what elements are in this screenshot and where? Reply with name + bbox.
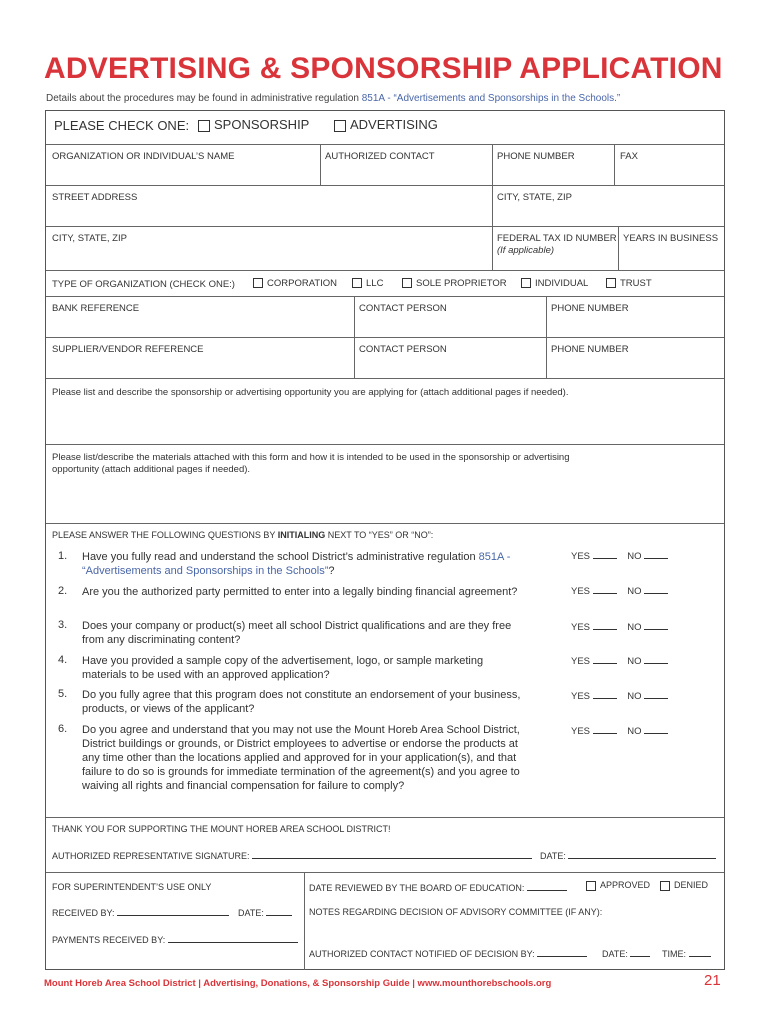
question-text: Are you the authorized party permitted to enter into a legally binding financial agreement? xyxy=(82,586,518,598)
llc-checkbox[interactable] xyxy=(352,278,362,288)
contact-notified-line[interactable] xyxy=(537,948,587,957)
received-date-line[interactable] xyxy=(266,907,292,916)
divider xyxy=(46,523,724,524)
divider xyxy=(304,872,305,970)
city-state-zip-label: CITY, STATE, ZIP xyxy=(497,192,572,203)
notified-time-row xyxy=(662,948,711,959)
question-5 xyxy=(58,688,527,716)
yes-label: YES xyxy=(571,691,591,702)
question-1-text: Have you fully read and understand the school District’s administrative regulation xyxy=(82,551,479,563)
contact-notified-label: AUTHORIZED CONTACT NOTIFIED OF DECISION BY: xyxy=(309,949,535,959)
question-2 xyxy=(58,585,527,599)
no-label: NO xyxy=(627,656,642,667)
phone-number-label: PHONE NUMBER xyxy=(551,303,629,314)
individual-label: INDIVIDUAL xyxy=(535,278,589,289)
no-label: NO xyxy=(627,726,642,737)
divider xyxy=(46,144,724,145)
yes-no-2[interactable] xyxy=(571,585,668,597)
date-reviewed-label: DATE REVIEWED BY THE BOARD OF EDUCATION: xyxy=(309,883,525,893)
divider xyxy=(46,296,724,297)
question-text: Does your company or product(s) meet all school District qualifications and are they free from any discriminating content? xyxy=(82,620,512,646)
question-6 xyxy=(58,723,527,793)
advertising-checkbox[interactable] xyxy=(334,120,346,132)
yes-initial-line[interactable] xyxy=(593,725,617,734)
yes-no-1[interactable] xyxy=(571,550,668,562)
divider xyxy=(46,817,724,818)
approved-checkbox[interactable] xyxy=(586,881,596,891)
denied-option[interactable] xyxy=(660,880,708,891)
divider xyxy=(46,185,724,186)
org-name-label: ORGANIZATION OR INDIVIDUAL’S NAME xyxy=(52,151,235,162)
question-text xyxy=(82,550,527,578)
signature-label: AUTHORIZED REPRESENTATIVE SIGNATURE: xyxy=(52,851,250,861)
page-number: 21 xyxy=(704,972,721,989)
received-date-row xyxy=(238,907,292,918)
contact-person-label: CONTACT PERSON xyxy=(359,344,447,355)
advertising-label: ADVERTISING xyxy=(350,117,438,132)
payments-row xyxy=(52,934,298,945)
sole-proprietor-checkbox[interactable] xyxy=(402,278,412,288)
subtitle-text: Details about the procedures may be found in administrative regulation xyxy=(46,93,359,104)
notified-time-label: TIME: xyxy=(662,949,686,959)
org-type-individual[interactable] xyxy=(521,278,588,289)
yes-initial-line[interactable] xyxy=(593,655,617,664)
footer-text: Mount Horeb Area School District | Advertising, Donations, & Sponsorship Guide | www.mounthorebschools.org xyxy=(44,978,552,989)
supplier-reference-label: SUPPLIER/VENDOR REFERENCE xyxy=(52,344,204,355)
notified-time-line[interactable] xyxy=(689,948,711,957)
no-label: NO xyxy=(627,622,642,633)
received-by-line[interactable] xyxy=(117,907,229,916)
thanks-message: THANK YOU FOR SUPPORTING THE MOUNT HOREB AREA SCHOOL DISTRICT! xyxy=(52,824,391,834)
years-in-business-label: YEARS IN BUSINESS xyxy=(623,233,719,244)
question-number: 6. xyxy=(58,723,68,735)
question-number: 1. xyxy=(58,550,68,562)
question-1-end: ? xyxy=(328,565,335,577)
yes-no-3[interactable] xyxy=(571,621,668,633)
yes-no-6[interactable] xyxy=(571,725,668,737)
trust-checkbox[interactable] xyxy=(606,278,616,288)
no-label: NO xyxy=(627,551,642,562)
question-text: Do you fully agree that this program does not constitute an endorsement of your business, products, or views of the applicant? xyxy=(82,689,521,715)
notes-label: NOTES REGARDING DECISION OF ADVISORY COMMITTEE (IF ANY): xyxy=(309,907,603,917)
no-initial-line[interactable] xyxy=(644,725,668,734)
superintendent-label: FOR SUPERINTENDENT’S USE ONLY xyxy=(52,882,212,892)
yes-label: YES xyxy=(571,586,591,597)
question-number: 4. xyxy=(58,654,68,666)
describe-opportunity-label: Please list and describe the sponsorship or advertising opportunity you are applying for (attach additional pages if needed). xyxy=(52,387,569,398)
sponsorship-label: SPONSORSHIP xyxy=(214,117,310,132)
yes-no-5[interactable] xyxy=(571,690,668,702)
sponsorship-checkbox[interactable] xyxy=(198,120,210,132)
yes-initial-line[interactable] xyxy=(593,585,617,594)
payments-label: PAYMENTS RECEIVED BY: xyxy=(52,935,166,945)
question-4 xyxy=(58,654,527,682)
notified-date-row xyxy=(602,948,650,959)
received-by-label: RECEIVED BY: xyxy=(52,908,115,918)
page-subtitle xyxy=(46,93,620,104)
check-one-label: PLEASE CHECK ONE: xyxy=(54,118,190,133)
question-3 xyxy=(58,619,527,647)
approved-label: APPROVED xyxy=(600,880,651,890)
no-initial-line[interactable] xyxy=(644,585,668,594)
sponsorship-option[interactable] xyxy=(198,117,309,132)
signature-date-label: DATE: xyxy=(540,851,566,861)
phone-number-label: PHONE NUMBER xyxy=(551,344,629,355)
advertising-option[interactable] xyxy=(334,117,438,132)
divider xyxy=(46,378,724,379)
notified-date-label: DATE: xyxy=(602,949,628,959)
bank-reference-label: BANK REFERENCE xyxy=(52,303,140,314)
divider xyxy=(46,444,724,445)
payments-line[interactable] xyxy=(168,934,298,943)
yes-initial-line[interactable] xyxy=(593,550,617,559)
yes-label: YES xyxy=(571,656,591,667)
yes-label: YES xyxy=(571,622,591,633)
org-type-label: TYPE OF ORGANIZATION (CHECK ONE:) xyxy=(52,279,235,290)
corporation-label: CORPORATION xyxy=(267,278,338,289)
city-state-zip-label: CITY, STATE, ZIP xyxy=(52,233,127,244)
date-reviewed-row xyxy=(309,882,567,893)
yes-initial-line[interactable] xyxy=(593,621,617,630)
regulation-link[interactable]: 851A - “Advertisements and Sponsorships in the Schools” xyxy=(82,551,511,577)
page-title: ADVERTISING & SPONSORSHIP APPLICATION xyxy=(44,52,723,85)
divider xyxy=(618,226,619,270)
trust-label: TRUST xyxy=(620,278,652,289)
notified-date-line[interactable] xyxy=(630,948,650,957)
questions-intro xyxy=(52,530,433,540)
intro-prefix: PLEASE ANSWER THE FOLLOWING QUESTIONS BY xyxy=(52,530,276,540)
fax-label: FAX xyxy=(620,151,638,162)
intro-suffix: NEXT TO “YES” OR “NO”: xyxy=(327,530,434,540)
question-number: 5. xyxy=(58,688,68,700)
yes-label: YES xyxy=(571,726,591,737)
application-form xyxy=(45,110,725,970)
denied-label: DENIED xyxy=(674,880,709,890)
received-date-label: DATE: xyxy=(238,908,264,918)
question-number: 2. xyxy=(58,585,68,597)
divider xyxy=(614,144,615,185)
authorized-contact-label: AUTHORIZED CONTACT xyxy=(325,151,435,162)
divider xyxy=(46,872,724,873)
if-applicable-note: (If applicable) xyxy=(497,245,555,256)
org-type-corporation[interactable] xyxy=(253,278,337,289)
signature-row xyxy=(52,850,532,861)
sole-proprietor-label: SOLE PROPRIETOR xyxy=(416,278,507,289)
describe-materials-label: Please list/describe the materials attached with this form and how it is intended to be used in the sponsorship or advertising xyxy=(52,452,570,463)
question-1 xyxy=(58,550,527,578)
yes-label: YES xyxy=(571,551,591,562)
federal-tax-id-label: FEDERAL TAX ID NUMBER xyxy=(497,233,617,244)
org-type-trust[interactable] xyxy=(606,278,652,289)
yes-initial-line[interactable] xyxy=(593,690,617,699)
no-initial-line[interactable] xyxy=(644,690,668,699)
no-label: NO xyxy=(627,691,642,702)
no-initial-line[interactable] xyxy=(644,655,668,664)
divider xyxy=(492,226,493,270)
denied-checkbox[interactable] xyxy=(660,881,670,891)
approved-option[interactable] xyxy=(586,880,650,891)
question-text: Have you provided a sample copy of the advertisement, logo, or sample marketing materials to be used with an approved application? xyxy=(82,655,484,681)
divider xyxy=(46,270,724,271)
signature-date-line[interactable] xyxy=(568,850,716,859)
org-type-llc[interactable] xyxy=(352,278,383,289)
received-by-row xyxy=(52,907,229,918)
question-text: Do you agree and understand that you may not use the Mount Horeb Area School District, District buildings or grounds, or District employees to advertise or endorse the products at any time other than the locations applied and approved for in your application(s), and that failure to do so is grounds for immediate termination of the agreement(s) and you agree to waiving all rights and financial compensation for failure to comply? xyxy=(82,724,520,792)
llc-label: LLC xyxy=(366,278,384,289)
contact-person-label: CONTACT PERSON xyxy=(359,303,447,314)
question-number: 3. xyxy=(58,619,68,631)
describe-materials-label-2: opportunity (attach additional pages if needed). xyxy=(52,464,251,475)
no-initial-line[interactable] xyxy=(644,621,668,630)
signature-date xyxy=(540,850,716,861)
contact-notified-row xyxy=(309,948,587,959)
signature-line[interactable] xyxy=(252,850,532,859)
divider xyxy=(320,144,321,185)
date-reviewed-line[interactable] xyxy=(527,882,567,891)
intro-bold: INITIALING xyxy=(277,530,326,540)
regulation-link[interactable]: 851A - “Advertisements and Sponsorships in the Schools.” xyxy=(361,93,621,104)
yes-no-4[interactable] xyxy=(571,655,668,667)
no-initial-line[interactable] xyxy=(644,550,668,559)
divider xyxy=(46,337,724,338)
phone-number-label: PHONE NUMBER xyxy=(497,151,575,162)
street-address-label: STREET ADDRESS xyxy=(52,192,138,203)
individual-checkbox[interactable] xyxy=(521,278,531,288)
no-label: NO xyxy=(627,586,642,597)
corporation-checkbox[interactable] xyxy=(253,278,263,288)
divider xyxy=(46,226,724,227)
org-type-sole-proprietor[interactable] xyxy=(402,278,507,289)
